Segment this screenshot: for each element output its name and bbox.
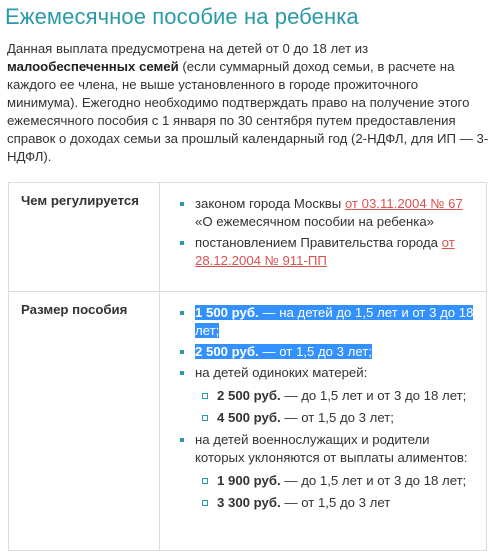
amount-desc: — от 1,5 до 3 лет;: [280, 410, 394, 425]
list-item: [174, 234, 476, 270]
benefit-info-table: [8, 182, 487, 551]
row-value: [160, 183, 487, 292]
row-label: Чем регулируется: [9, 183, 160, 292]
amount: 4 500 руб.: [217, 410, 281, 425]
sub-list-item: [195, 387, 476, 405]
intro-text-end: (если суммарный доход семьи, в расчете на каждого ее члена, не выше установленного в городе прожиточного минимума). Ежегодно необходимо подтверждать право на получение этого ежемесячного пособия с 1 января по 30 сентября путем предоставления справок о доходах семьи за прошлый календарный год (2-НДФЛ, для ИП — 3-НДФЛ).: [7, 59, 489, 164]
amount-desc: — до 1,5 лет и от 3 до 18 лет;: [280, 388, 467, 403]
selected-text: [195, 305, 473, 338]
law-title: «О ежемесячном пособии на ребенка»: [195, 214, 435, 229]
amount: 2 500 руб.: [217, 388, 281, 403]
regulation-list: [174, 195, 476, 270]
amount-desc: — от 1,5 до 3 лет: [280, 495, 391, 510]
row-value: [160, 292, 487, 551]
amount: 1 900 руб.: [217, 473, 281, 488]
list-item: [174, 343, 476, 361]
category-label: на детей одиноких матерей:: [195, 365, 368, 380]
list-item: [174, 431, 476, 512]
amount: 2 500 руб.: [195, 344, 259, 359]
page-title: Ежемесячное пособие на ребенка: [5, 4, 359, 29]
intro-bold-term: малообеспеченных семей: [7, 59, 179, 74]
law-link[interactable]: от 03.11.2004 № 67: [344, 196, 463, 211]
category-label: на детей военнослужащих и родители которых уклоняются от выплаты алиментов:: [195, 432, 468, 465]
decree-link[interactable]: от 28.12.2004 № 911-ПП: [195, 235, 455, 268]
selected-text: [195, 344, 372, 359]
list-item: [174, 304, 476, 340]
list-item: [174, 195, 476, 231]
law-text: законом города Москвы: [195, 196, 345, 211]
list-item: [174, 364, 476, 427]
sub-list-item: [195, 409, 476, 427]
sub-list: [195, 387, 476, 427]
decree-text: постановлением Правительства города: [195, 235, 442, 250]
row-label: Размер пособия: [9, 292, 160, 551]
amount-list: [174, 304, 476, 512]
intro-text-start: Данная выплата предусмотрена на детей от 0 до 18 лет из: [7, 41, 369, 56]
intro-paragraph: [7, 40, 489, 166]
sub-list-item: [195, 472, 476, 490]
sub-list-item: [195, 494, 476, 512]
amount: 1 500 руб.: [195, 305, 259, 320]
table-row-regulation: [9, 183, 487, 292]
amount-desc: — от 1,5 до 3 лет;: [258, 344, 372, 359]
sub-list: [195, 472, 476, 512]
table-row-amount: [9, 292, 487, 551]
amount: 3 300 руб.: [217, 495, 281, 510]
amount-desc: — на детей до 1,5 лет и от 3 до 18 лет;: [195, 305, 474, 338]
amount-desc: — до 1,5 лет и от 3 до 18 лет;: [280, 473, 467, 488]
